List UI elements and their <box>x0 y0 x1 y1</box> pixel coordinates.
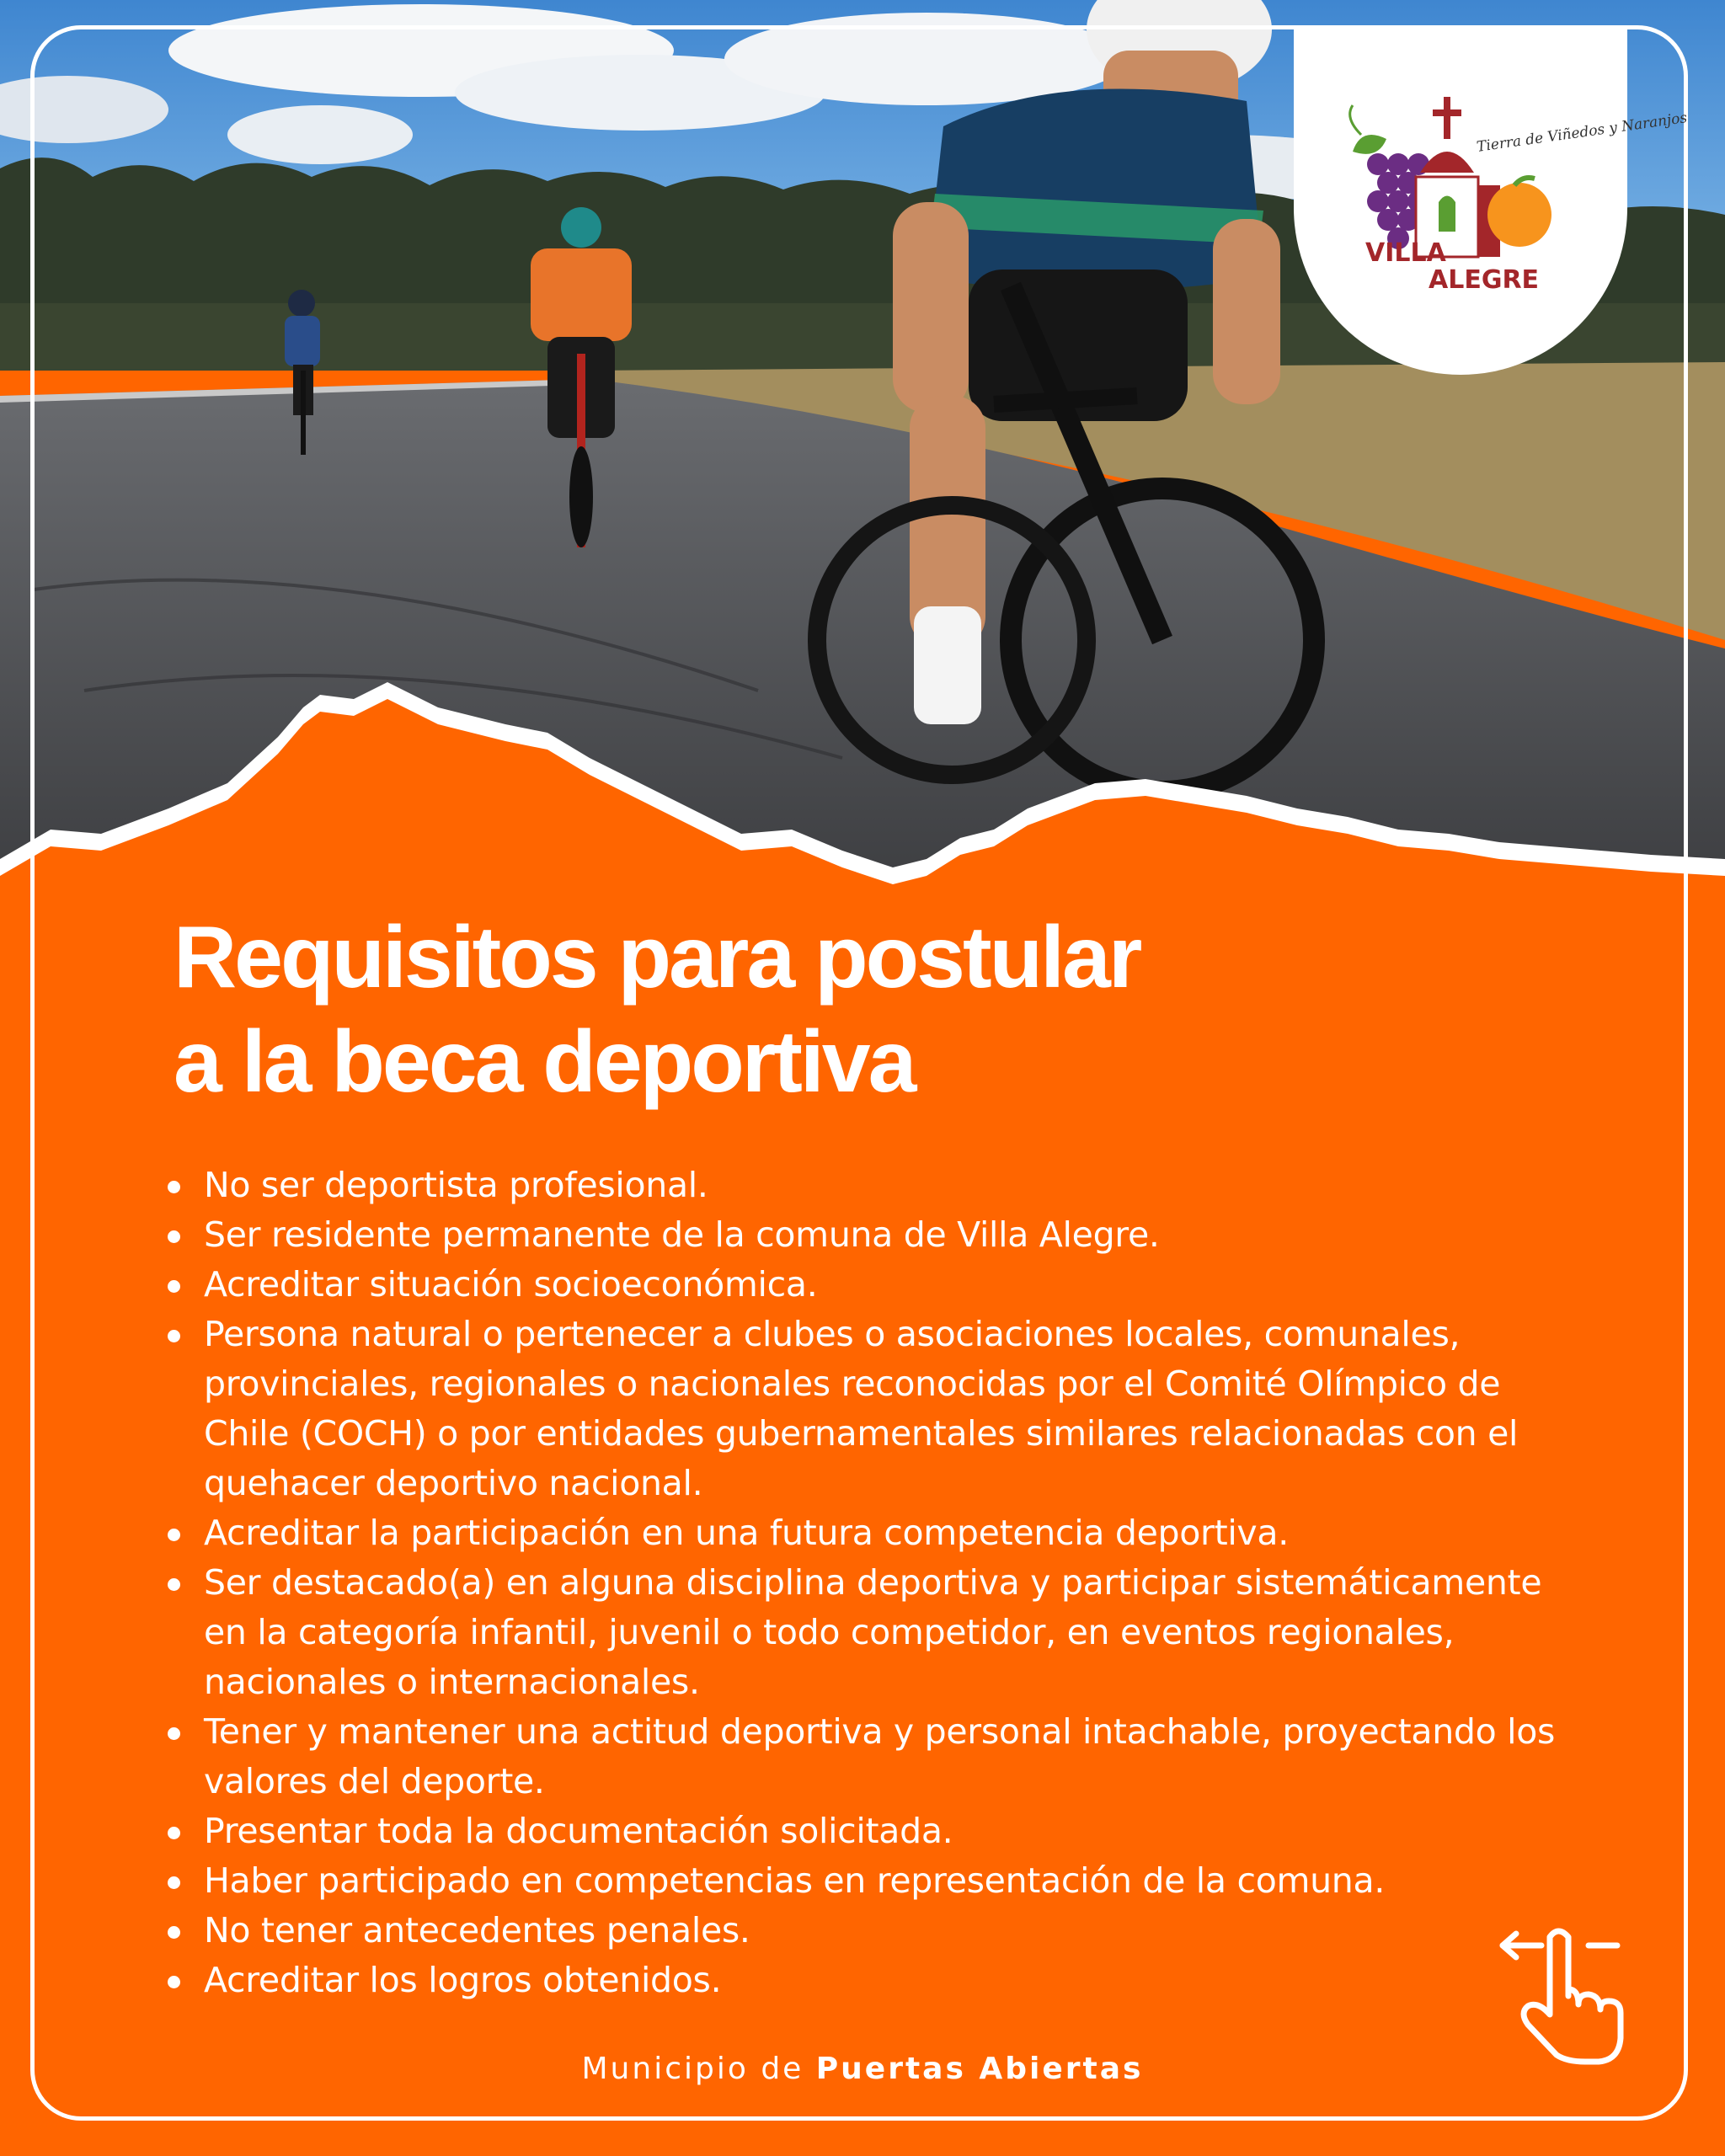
list-item: Ser residente permanente de la comuna de Villa Alegre. <box>204 1210 1568 1260</box>
list-item: No tener antecedentes penales. <box>204 1906 1568 1956</box>
list-item: Presentar toda la documentación solicitada. <box>204 1806 1568 1856</box>
list-item: Tener y mantener una actitud deportiva y personal intachable, proyectando los valores del deporte. <box>204 1707 1568 1806</box>
logo-tagline: Tierra de Viñedos y Naranjos <box>1475 109 1689 156</box>
list-item: Acreditar situación socioeconómica. <box>204 1260 1568 1310</box>
list-item: Acreditar la participación en una futura competencia deportiva. <box>204 1508 1568 1558</box>
footer-prefix: Municipio de <box>581 2052 816 2086</box>
list-item: No ser deportista profesional. <box>204 1161 1568 1210</box>
list-item: Ser destacado(a) en alguna disciplina deportiva y participar sistemáticamente en la categoría infantil, juvenil o todo competidor, en eventos regionales, nacionales o internacionales. <box>204 1558 1568 1707</box>
list-item: Haber participado en competencias en representación de la comuna. <box>204 1856 1568 1906</box>
page-title <box>174 905 1487 1114</box>
list-item: Acreditar los logros obtenidos. <box>204 1956 1568 2005</box>
logo-name-line1: VILLA <box>1365 238 1446 268</box>
logo-name-line2: ALEGRE <box>1429 265 1540 295</box>
villa-alegre-logo <box>1294 25 1689 375</box>
title-line-1: Requisitos para postular <box>174 909 1140 1006</box>
footer-brand: Puertas Abiertas <box>815 2052 1144 2086</box>
title-line-2: a la beca deportiva <box>174 1013 915 1111</box>
logo-badge <box>1294 25 1689 375</box>
list-item: Persona natural o pertenecer a clubes o asociaciones locales, comunales, provinciales, regionales o nacionales reconocidas por el Comité Olímpico de Chile (COCH) o por entidades gubernamentales similares relacionadas con el quehacer deportivo nacional. <box>204 1310 1568 1508</box>
footer <box>0 2052 1725 2086</box>
swipe-left-hand-icon <box>1498 1922 1624 2065</box>
requirements-list <box>160 1161 1568 2005</box>
